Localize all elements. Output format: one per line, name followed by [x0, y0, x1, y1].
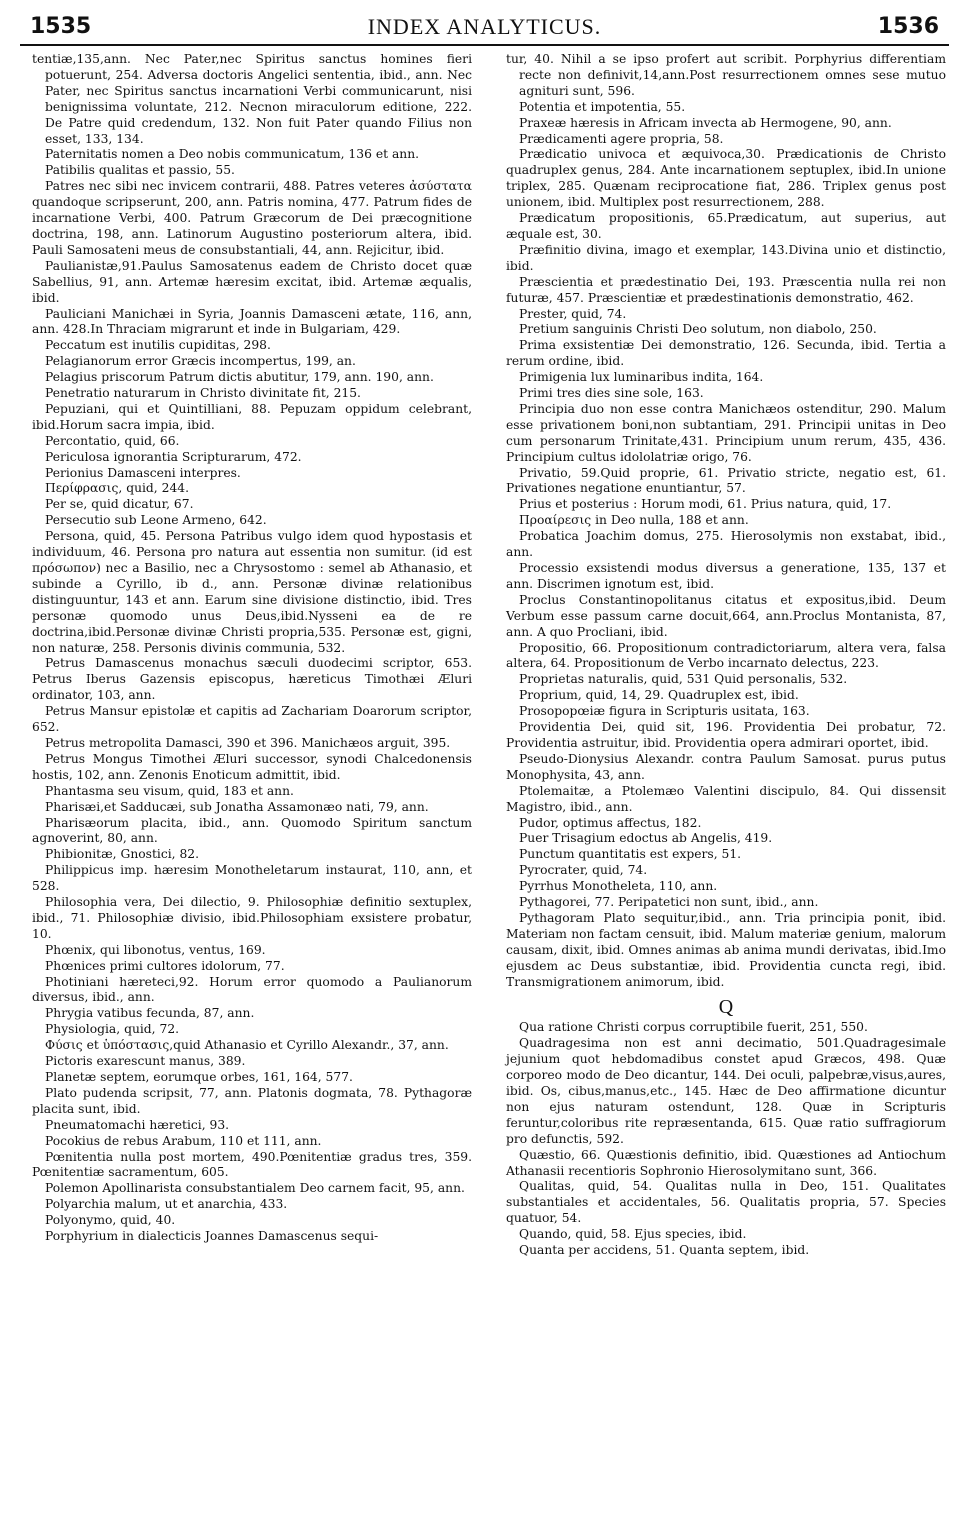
index-entry: Pythagorei, 77. Peripatetici non sunt, ibid., ann. [519, 895, 819, 910]
index-entry: Paulianistæ,91.Paulus Samosatenus eadem de Christo docet quæ Sabellius, 91, ann. Artemæ hæresim excitat, ibid. Artemæ æqualis, ibid. [32, 258, 472, 305]
index-entry: Qua ratione Christi corpus corruptibile fuerit, 251, 550. [519, 1020, 868, 1035]
index-entry: Petrus Mansur epistolæ et capitis ad Zachariam Doarorum scriptor, 652. [32, 704, 472, 735]
index-entry: Petrus Damascenus monachus sæculi duodecimi scriptor, 653. Petrus Iberus Gazensis episcopus, hæreticus Timothæi Æluri ordinator, 103, ann. [32, 656, 472, 703]
index-entry: Phibionitæ, Gnostici, 82. [45, 847, 200, 862]
index-entry: Φύσις et ὑπόστασις,quid Athanasio et Cyrillo Alexandr., 37, ann. [45, 1038, 449, 1053]
index-entry: Polyarchia malum, ut et anarchia, 433. [45, 1197, 288, 1212]
index-entry: Planetæ septem, eorumque orbes, 161, 164, 577. [45, 1070, 353, 1084]
index-entry: Paternitatis nomen a Deo nobis communicatum, 136 et ann. [45, 147, 420, 162]
index-entry: Proprietas naturalis, quid, 531 Quid personalis, 532. [519, 672, 848, 687]
index-entry: Praxeæ hæresis in Africam invecta ab Hermogene, 90, ann. [519, 115, 892, 130]
index-entry: Patres nec sibi nec invicem contrarii, 488. Patres veteres ἀσύστατα quandoque scripserunt, 200, ann. Patris nomina, 477. Patrum fides de incarnatione Verbi, 400. Patrum Græcorum de Dei præcognitione doctrina, 198, ann. Latinorum Augustino posteriorum altera, ibid. Pauli Samosateni meus de consubstantiali, 44, ann. Rejicitur, ibid. [32, 179, 472, 257]
index-entry: Privatio, 59.Quid proprie, 61. Privatio stricte, negatio est, 61. Privationes negatione enuntiantur, 57. [506, 465, 946, 496]
index-entry: Pepuziani, qui et Quintilliani, 88. Pepuzam oppidum celebrant, ibid.Horum sacra impia, ibid. [32, 401, 472, 432]
index-entry: Peccatum est inutilis cupiditas, 298. [45, 338, 271, 353]
right-column-q-entries [506, 1020, 946, 1259]
index-entry: Petrus Mongus Timothei Æluri successor, synodi Chalcedonensis hostis, 102, ann. Zenonis Enoticum admittit, ibid. [32, 751, 472, 782]
index-entry: Proclus Constantinopolitanus citatus et expositus,ibid. Deum Verbum esse passum carne docuit,664, ann.Proclus Montanista, 87, ann. A quo Procliani, ibid. [506, 592, 946, 639]
index-entry: Percontatio, quid, 66. [45, 433, 180, 448]
index-entry: Prædicatio univoca et æquivoca,30. Prædicationis de Christo quadruplex genus, 284. Ante incarnationem septuplex, ibid.In unione triplex, 285. Quænam reciprocatione fiat, 286. Triplex genus post unionem, ibid. Multiplex post resurrectionem, 288. [506, 147, 946, 210]
index-entry: Qualitas, quid, 54. Qualitas nulla in Deo, 151. Qualitates substantiales et accidentales, 56. Qualitatis propria, 57. Species quatuor, 54. [506, 1179, 946, 1226]
page-number-left: 1535 [30, 14, 92, 39]
index-entry: Photiniani hæreteci,92. Horum error quomodo a Paulianorum diversus, ibid., ann. [32, 974, 472, 1005]
index-entry: Philippicus imp. hæresim Monotheletarum instaurat, 110, ann, et 528. [32, 863, 472, 894]
index-entry: Phantasma seu visum, quid, 183 et ann. [45, 783, 294, 798]
index-entry: Pelagianorum error Græcis incompertus, 199, an. [45, 354, 356, 369]
index-entry: Prædicatum propositionis, 65.Prædicatum, aut superius, aut æquale est, 30. [506, 211, 946, 241]
index-entry: Præscientia et prædestinatio Dei, 193. Præscentia nulla rei non futuræ, 457. Præscientiæ et prædestinationis demonstratio, 462. [506, 274, 946, 305]
index-entry: Physiologia, quid, 72. [45, 1022, 180, 1037]
left-column [32, 52, 472, 1245]
index-entry: Prædicamenti agere propria, 58. [519, 131, 724, 146]
index-entry: Περίφρασις, quid, 244. [45, 481, 190, 496]
index-entry: Propositio, 66. Propositionum contradictoriarum, altera vera, falsa altera, 64. Propositionum de Verbo incarnato delectus, 223. [506, 640, 946, 671]
index-entry: Phœnices primi cultores idolorum, 77. [45, 958, 285, 973]
index-entry: Probatica Joachim domus, 275. Hierosolymis non exstabat, ibid., ann. [506, 529, 946, 560]
running-title: INDEX ANALYTICUS. [367, 14, 602, 39]
index-entry: Pneumatomachi hæretici, 93. [45, 1117, 230, 1132]
index-entry: Persecutio sub Leone Armeno, 642. [45, 513, 267, 528]
index-entry: Pyrocrater, quid, 74. [519, 863, 648, 878]
page-number-right: 1536 [877, 14, 939, 39]
index-entry: Quæstio, 66. Quæstionis definitio, ibid. Quæstiones ad Antiochum Athanasii recentioris Sophronio Hierosolymitano sunt, 366. [506, 1147, 946, 1178]
index-entry: Pharisæorum placita, ibid., ann. Quomodo Spiritum sanctum agnoverint, 80, ann. [32, 815, 472, 846]
index-entry: Pauliciani Manichæi in Syria, Joannis Damasceni ætate, 116, ann, ann. 428.In Thraciam migrarunt et inde in Bulgariam, 429. [32, 306, 472, 337]
index-entry: Perionius Damasceni interpres. [45, 465, 241, 480]
index-entry: Penetratio naturarum in Christo divinitate fit, 215. [45, 386, 361, 401]
index-entry: Processio exsistendi modus diversus a generatione, 135, 137 et ann. Discrimen ignotum est, ibid. [506, 561, 946, 591]
index-entry: Porphyrium in dialecticis Joannes Damascenus sequi- [45, 1229, 379, 1244]
index-entry: Pocokius de rebus Arabum, 110 et 111, ann. [45, 1133, 322, 1148]
index-entry: Polyonymo, quid, 40. [45, 1213, 176, 1228]
index-entry: Pretium sanguinis Christi Deo solutum, non diabolo, 250. [519, 322, 877, 337]
index-entry: Pelagius priscorum Patrum dictis abutitur, 179, ann. 190, ann. [45, 370, 434, 385]
index-entry: Potentia et impotentia, 55. [519, 99, 686, 114]
index-entry: Petrus metropolita Damasci, 390 et 396. Manichæos arguit, 395. [45, 735, 451, 750]
index-entry: Polemon Apollinarista consubstantialem Deo carnem facit, 95, ann. [45, 1181, 465, 1196]
index-entry: tur, 40. Nihil a se ipso profert aut scribit. Porphyrius differentiam recte non definivit,14,ann.Post resurrectionem omnes sese mutuo agnituri sunt, 596. [506, 52, 946, 98]
index-entry: Pyrrhus Monotheleta, 110, ann. [519, 879, 718, 894]
index-entry: Pudor, optimus affectus, 182. [519, 815, 702, 830]
index-entry: Pythagoram Plato sequitur,ibid., ann. Tria principia ponit, ibid. Materiam non factam censuit, ibid. Malum materiæ genium, malorum causam, dixit, ibid. Omnes animas ab anima mundi derivatas, ibid.Imo ejusdem ac Deus substantiæ, ibid. Providentia cuncta regi, ibid. Transmigrationem animorum, ibid. [506, 910, 946, 989]
right-column [506, 52, 946, 1259]
index-entry: Pœnitentia nulla post mortem, 490.Pœnitentiæ gradus tres, 359. Pœnitentiæ sacramentum, 605. [32, 1149, 472, 1180]
index-entry: Periculosa ignorantia Scripturarum, 472. [45, 449, 302, 464]
index-entry: Quando, quid, 58. Ejus species, ibid. [519, 1227, 747, 1242]
index-entry: Ptolemaitæ, a Ptolemæo Valentini discipulo, 84. Qui dissensit Magistro, ibid., ann. [506, 783, 946, 814]
index-entry: Per se, quid dicatur, 67. [45, 497, 194, 512]
index-entry: Προαίρεσις in Deo nulla, 188 et ann. [519, 513, 749, 528]
index-entry: Prima exsistentiæ Dei demonstratio, 126. Secunda, ibid. Tertia a rerum ordine, ibid. [506, 338, 946, 369]
section-letter-q: Q [718, 996, 734, 1019]
index-entry: Persona, quid, 45. Persona Patribus vulgo idem quod hypostasis et individuum, 46. Persona pro natura aut essentia non sumitur. (id est πρόσωπον) nec a Basilio, nec a Chrysostomo : semel ab Athanasio, et subinde a Cyrillo, ib d., ann. Personæ divinæ relationibus distinguuntur, 143 et ann. Earum sine divisione distinctio, ibid. Tres personæ quomodo unus Deus,ibid.Nysseni ea de re doctrina,ibid.Personæ divinæ Christi propria,535. Personæ est, gigni, non naturæ, 258. Personis divinis communia, 532. [32, 529, 472, 655]
index-entry: Puer Trisagium edoctus ab Angelis, 419. [519, 831, 773, 846]
index-entry: Prius et posterius : Horum modi, 61. Prius natura, quid, 17. [519, 497, 892, 512]
index-entry: Primigenia lux luminaribus indita, 164. [519, 370, 764, 385]
header-rule [20, 44, 949, 46]
index-entry: Prosopopœiæ figura in Scripturis usitata, 163. [519, 704, 810, 719]
index-entry: Pseudo-Dionysius Alexandr. contra Paulum Samosat. purus putus Monophysita, 43, ann. [506, 751, 946, 782]
index-entry: Primi tres dies sine sole, 163. [519, 386, 704, 401]
index-entry: Quadragesima non est anni decimatio, 501.Quadragesimale jejunium quot hebdomadibus constet apud Græcos, 498. Quæ corporeo modo de Deo dicantur, 144. Dei oculi, palpebræ,visus,aures, ibid. Os, cibus,manus,etc., 145. Hæc de Deo affirmatione dicuntur non ejus naturam ostendunt, 128. Quæ in Scripturis feruntur,coloribus rite repræsentanda, 615. Quæ ratio suffragiorum pro defunctis, 592. [506, 1036, 946, 1146]
index-entry: Philosophia vera, Dei dilectio, 9. Philosophiæ definitio sextuplex, ibid., 71. Philosophiæ divisio, ibid.Philosophiam exsistere probatur, 10. [32, 895, 472, 941]
index-entry: Phœnix, qui libonotus, ventus, 169. [45, 942, 266, 957]
index-entry: Pharisæi,et Sadducæi, sub Jonatha Assamonæo nati, 79, ann. [45, 799, 429, 814]
index-entry: Proprium, quid, 14, 29. Quadruplex est, ibid. [519, 688, 799, 703]
index-entry: Quanta per accidens, 51. Quanta septem, ibid. [519, 1243, 810, 1258]
index-entry: Providentia Dei, quid sit, 196. Providentia Dei probatur, 72. Providentia astruitur, ibid. Providentia opera admirari oportet, ibid. [506, 720, 946, 750]
index-entry: Patibilis qualitas et passio, 55. [45, 163, 235, 178]
index-entry: Prester, quid, 74. [519, 306, 627, 321]
index-entry: Punctum quantitatis est expers, 51. [519, 847, 742, 862]
index-entry: Præfinitio divina, imago et exemplar, 143.Divina unio et distinctio, ibid. [506, 242, 946, 273]
index-entry: Phrygia vatibus fecunda, 87, ann. [45, 1006, 255, 1021]
right-column-p-entries [506, 52, 946, 990]
index-entry: Principia duo non esse contra Manichæos ostenditur, 290. Malum esse privationem boni,non subtantiam, 291. Principii unitas in Deo cum personarum Trinitate,431. Principium unum rerum, 435, 436. Principium cultus idololatriæ origo, 76. [506, 401, 946, 464]
index-entry: Pictoris exarescunt manus, 389. [45, 1054, 246, 1069]
index-entry: tentiæ,135,ann. Nec Pater,nec Spiritus sanctus homines fieri potuerunt, 254. Adversa doctoris Angelici sententia, ibid., ann. Nec Pater, nec Spiritus sanctus incarnationi Verbi communicarunt, nisi benignissima voluntate, 212. Necnon miraculorum editione, 222. De Patre quid credendum, 132. Non fuit Pater quando Filius non esset, 133, 134. [32, 52, 472, 146]
index-entry: Plato pudenda scripsit, 77, ann. Platonis dogmata, 78. Pythagoræ placita sunt, ibid. [32, 1085, 472, 1116]
